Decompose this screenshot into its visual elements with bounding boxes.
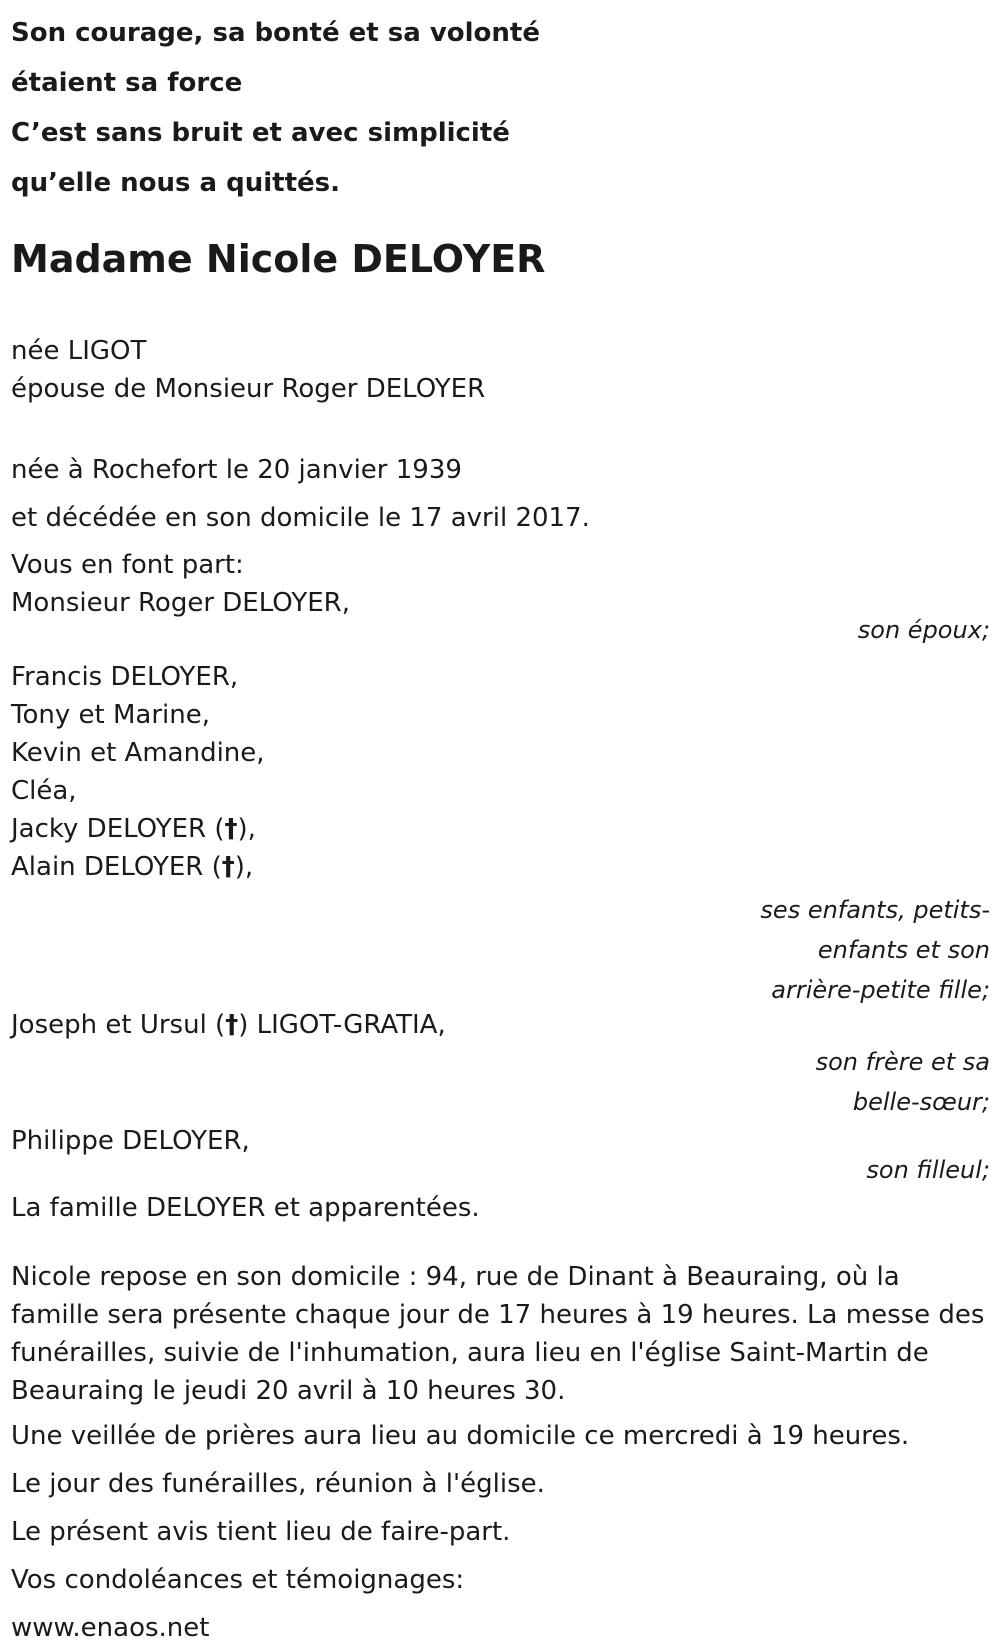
vigil-notice: Une veillée de prières aura lieu au domicile ce mercredi à 19 heures. <box>11 1421 910 1451</box>
family-sibling <box>11 1006 991 1044</box>
spouse-line: épouse de Monsieur Roger DELOYER <box>11 374 486 404</box>
verse-line: Son courage, sa bonté et sa volonté <box>11 18 540 48</box>
obituary-notice <box>11 0 991 1652</box>
faire-part-notice: Le présent avis tient lieu de faire-part. <box>11 1517 511 1547</box>
cross-suffix: ), <box>234 852 254 882</box>
condolences-label: Vos condoléances et témoignages: <box>11 1565 465 1595</box>
meeting-notice: Le jour des funérailles, réunion à l'église. <box>11 1469 545 1499</box>
deceased-name: Madame Nicole DELOYER <box>11 237 546 281</box>
child-name: Jacky DELOYER ( <box>11 814 225 844</box>
family-child-deceased <box>11 810 991 848</box>
verse-line: étaient sa force <box>11 68 243 98</box>
funeral-details: Nicole repose en son domicile : 94, rue de Dinant à Beauraing, où la famille sera présente chaque jour de 17 heures à 19 heures. La messe des funérailles, suivie de l'inhumation, aura lieu en l'église Saint-Martin de Beauraing le jeudi 20 avril à 10 heures 30. <box>11 1262 985 1406</box>
sibling-name: Joseph et Ursul ( <box>11 1010 226 1040</box>
maiden-name: née LIGOT <box>11 336 147 366</box>
relation-sibling: son frère et sa belle-sœur; <box>815 1048 990 1116</box>
relation-children: ses enfants, petits-enfants et son arrière-petite fille; <box>760 896 990 1004</box>
announcers-intro: Vous en font part: <box>11 550 244 580</box>
cross-suffix: ), <box>237 814 256 844</box>
verse-line: qu’elle nous a quittés. <box>11 168 341 198</box>
family-child: Tony et Marine, <box>11 700 210 730</box>
death-line: et décédée en son domicile le 17 avril 2017. <box>11 503 590 533</box>
family-godson: Philippe DELOYER, <box>11 1126 250 1156</box>
cross-icon: † <box>224 814 238 844</box>
child-name: Alain DELOYER ( <box>11 852 222 882</box>
family-child: Kevin et Amandine, <box>11 738 265 768</box>
family-child-deceased <box>11 848 991 886</box>
family-child: Cléa, <box>11 776 77 806</box>
relation-spouse: son époux; <box>857 616 990 644</box>
website-link[interactable]: www.enaos.net <box>11 1613 210 1643</box>
family-spouse: Monsieur Roger DELOYER, <box>11 588 350 618</box>
birth-line: née à Rochefort le 20 janvier 1939 <box>11 455 462 485</box>
cross-icon: † <box>221 852 235 882</box>
extended-family: La famille DELOYER et apparentées. <box>11 1193 480 1223</box>
memorial-verse <box>11 8 991 208</box>
sibling-suffix: ) LIGOT-GRATIA, <box>238 1010 446 1040</box>
verse-line: C’est sans bruit et avec simplicité <box>11 118 510 148</box>
relation-godson: son filleul; <box>866 1156 990 1184</box>
family-child: Francis DELOYER, <box>11 662 239 692</box>
cross-icon: † <box>225 1010 239 1040</box>
